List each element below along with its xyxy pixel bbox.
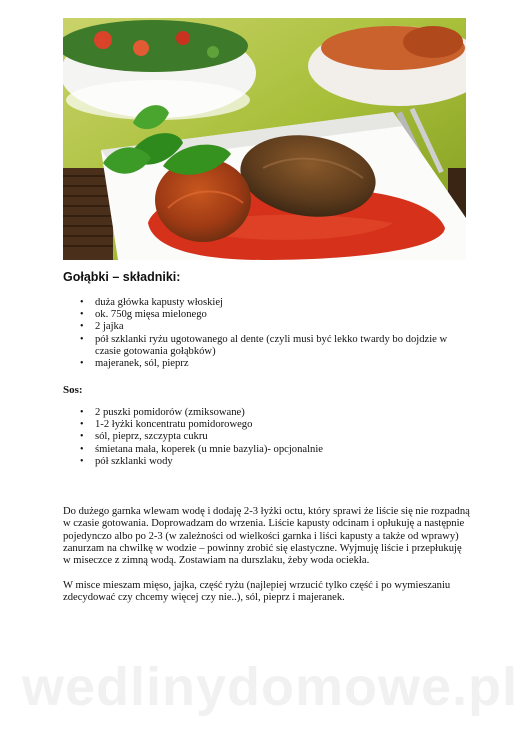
list-item: • sól, pieprz, szczypta cukru bbox=[78, 431, 473, 443]
list-item: • majeranek, sól, pieprz bbox=[78, 358, 473, 370]
list-item: • 2 jajka bbox=[78, 321, 473, 333]
sauce-list bbox=[78, 407, 473, 468]
list-item: • 2 puszki pomidorów (zmiksowane) bbox=[78, 407, 473, 419]
list-item: • śmietana mała, koperek (u mnie bazylia)- opcjonalnie bbox=[78, 444, 473, 456]
list-item: • pół szklanki ryżu ugotowanego al dente (czyli musi być lekko twardy bo dojdzie w czasie gotowania gołąbków) bbox=[78, 334, 473, 358]
cabbage-rolls-image bbox=[63, 18, 466, 260]
list-item: • duża główka kapusty włoskiej bbox=[78, 297, 473, 309]
list-item: • pół szklanki wody bbox=[78, 456, 473, 468]
instructions-paragraph-2: W misce mieszam mięso, jajka, część ryżu (najlepiej wrzucić tylko część i po wymieszaniu zdecydować czy chcemy więcej czy nie..), sól, pieprz i majeranek. bbox=[63, 580, 451, 604]
recipe-photo bbox=[63, 18, 466, 260]
instructions-paragraph-1: Do dużego garnka wlewam wodę i dodaję 2-3 łyżki octu, który sprawi że liście się nie rozpadną w czasie gotowania. Doprowadzam do wrzenia. Liście kapusty odcinam i opłukuję a następnie pojedynczo albo po 2-3 (w zależności od wielkości garnka i liści kapusty a także od wprawy) zanurzam na chwilkę w wodzie – powinny zrobić się elastyczne. Wyjmuję liście i przepłukuję w miseczce z zimną wodą. Zostawiam na durszlaku, żeby woda ociekła. bbox=[63, 506, 470, 567]
ingredients-heading: Gołąbki – składniki: bbox=[63, 270, 181, 284]
list-item: • ok. 750g mięsa mielonego bbox=[78, 309, 473, 321]
list-item: • 1-2 łyżki koncentratu pomidorowego bbox=[78, 419, 473, 431]
watermark: wedlinydomowe.pl bbox=[21, 657, 519, 717]
sauce-heading: Sos: bbox=[63, 384, 83, 396]
ingredients-list bbox=[78, 297, 473, 370]
